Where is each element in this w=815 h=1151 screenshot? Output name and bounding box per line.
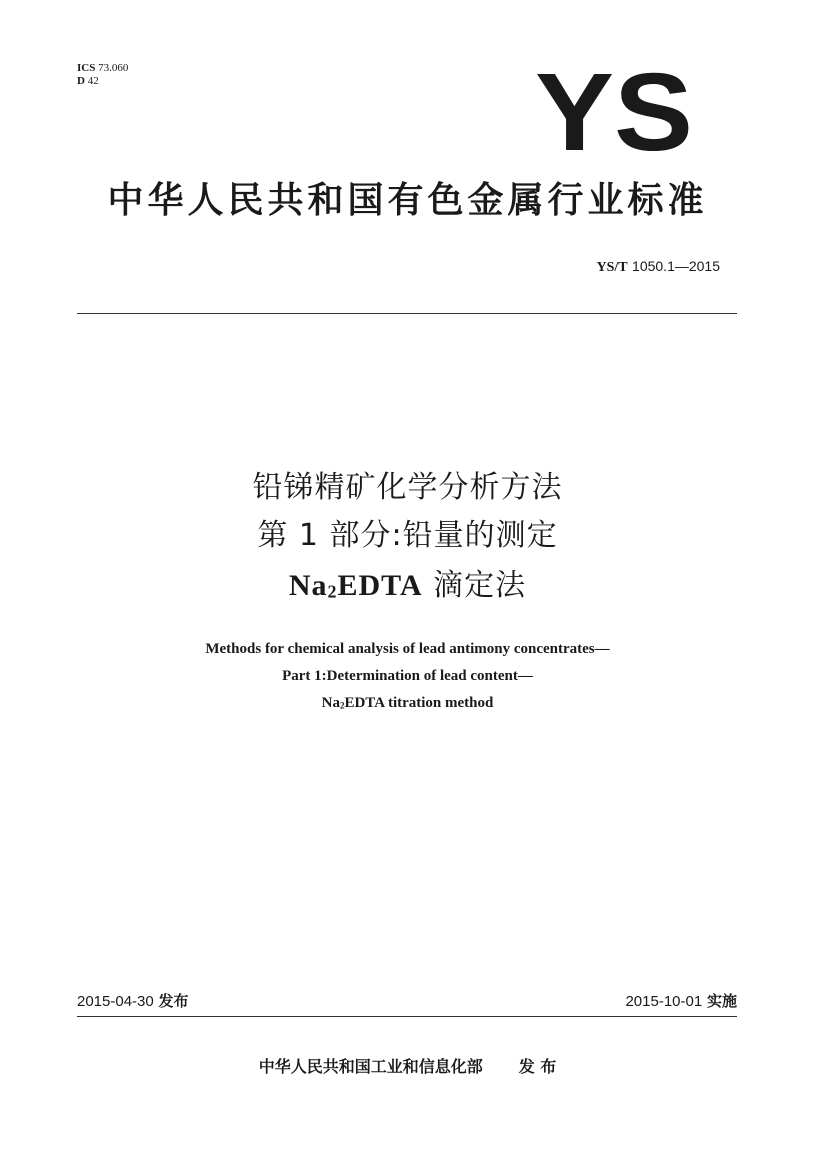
title-en-line3: $Na_2EDTA$ titration method <box>321 695 494 711</box>
svg-text:YS: YS <box>535 66 693 154</box>
ys-logo <box>534 66 694 154</box>
title-cn-line3: $Na_2EDTA$ 滴定法 <box>288 568 527 603</box>
title-en-line1: Methods for chemical analysis of lead antimony concentrates— <box>205 641 610 657</box>
issuer-name: 中华人民共和国工业和信息化部 <box>258 1057 483 1076</box>
classification-codes <box>77 62 128 88</box>
issuer <box>0 1055 815 1079</box>
title-cn-line1: 铅锑精矿化学分析方法 <box>252 470 563 505</box>
standard-number: YS/T 1050.1—2015 <box>596 258 720 275</box>
publish-date: 2015-04-30 发布 <box>77 992 189 1010</box>
top-divider <box>77 313 737 314</box>
ics-code: ICS 73.060 <box>77 62 129 74</box>
issuer-action: 发 布 <box>518 1057 557 1076</box>
organization-title: 中华人民共和国有色金属行业标准 <box>107 180 708 221</box>
title-en-line2: Part 1:Determination of lead content— <box>282 668 533 684</box>
title-cn-line2: 第 1 部分:铅量的测定 <box>257 518 558 553</box>
implement-date: 2015-10-01 实施 <box>625 992 737 1010</box>
ccs-code: D 42 <box>77 75 99 87</box>
bottom-divider <box>77 1016 737 1017</box>
